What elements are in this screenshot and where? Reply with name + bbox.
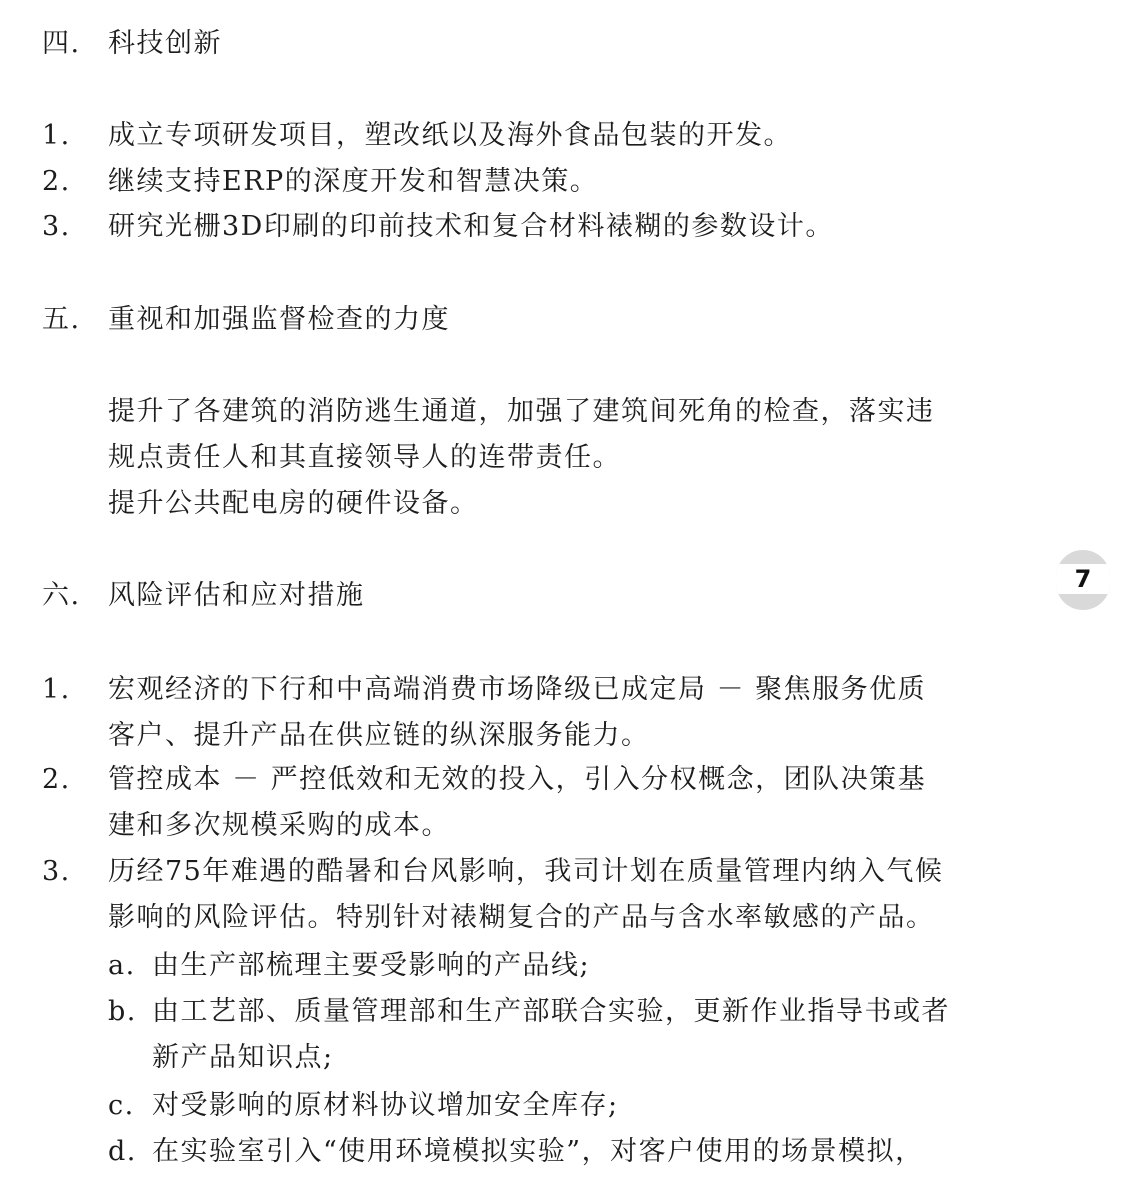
- sub-item-b-line-2: 新产品知识点;: [152, 1042, 334, 1073]
- page-number-badge: [1056, 550, 1110, 610]
- section-6-item-2-line-1: 管控成本 － 严控低效和无效的投入，引入分权概念，团队决策基: [108, 764, 927, 795]
- page-number: 7: [1074, 565, 1092, 593]
- section-5-paragraph-2: 提升公共配电房的硬件设备。: [108, 488, 479, 519]
- section-6-item-1-number: 1.: [42, 674, 71, 705]
- section-6-item-1-line-1: 宏观经济的下行和中高端消费市场降级已成定局 － 聚焦服务优质: [108, 674, 927, 705]
- section-4-title: 科技创新: [108, 28, 222, 59]
- section-4-item-3: 研究光栅3D印刷的印前技术和复合材料裱糊的参数设计。: [108, 211, 834, 242]
- section-5-marker: 五.: [42, 304, 81, 335]
- sub-item-c-marker: c.: [108, 1090, 135, 1121]
- sub-item-a-marker: a.: [108, 950, 136, 981]
- section-6-item-2-line-2: 建和多次规模采购的成本。: [108, 810, 450, 841]
- section-6-item-2-number: 2.: [42, 764, 71, 795]
- section-4-item-2: 继续支持ERP的深度开发和智慧决策。: [108, 166, 599, 197]
- section-4-item-3-number: 3.: [42, 211, 71, 242]
- sub-item-b-line-1: 由工艺部、质量管理部和生产部联合实验，更新作业指导书或者: [152, 996, 950, 1027]
- section-4-marker: 四.: [42, 28, 81, 59]
- section-4-item-2-number: 2.: [42, 166, 71, 197]
- sub-item-a: 由生产部梳理主要受影响的产品线;: [152, 950, 591, 981]
- section-5-title: 重视和加强监督检查的力度: [108, 304, 450, 335]
- section-6-title: 风险评估和应对措施: [108, 580, 365, 611]
- section-4-item-1: 成立专项研发项目，塑改纸以及海外食品包装的开发。: [108, 120, 792, 151]
- section-6-item-3-line-2: 影响的风险评估。特别针对裱糊复合的产品与含水率敏感的产品。: [108, 902, 935, 933]
- section-5-paragraph-1-line-2: 规点责任人和其直接领导人的连带责任。: [108, 442, 621, 473]
- section-6-item-3-number: 3.: [42, 856, 71, 887]
- sub-item-c: 对受影响的原材料协议增加安全库存;: [152, 1090, 619, 1121]
- sub-item-d: 在实验室引入“使用环境模拟实验”，对客户使用的场景模拟，: [152, 1136, 924, 1167]
- section-4-item-1-number: 1.: [42, 120, 71, 151]
- sub-item-b-marker: b.: [108, 996, 137, 1027]
- sub-item-d-marker: d.: [108, 1136, 137, 1167]
- section-5-paragraph-1-line-1: 提升了各建筑的消防逃生通道，加强了建筑间死角的检查，落实违: [108, 396, 935, 427]
- section-6-item-3-line-1: 历经75年难遇的酷暑和台风影响，我司计划在质量管理内纳入气候: [108, 856, 944, 887]
- section-6-item-1-line-2: 客户、提升产品在供应链的纵深服务能力。: [108, 720, 650, 751]
- section-6-marker: 六.: [42, 580, 81, 611]
